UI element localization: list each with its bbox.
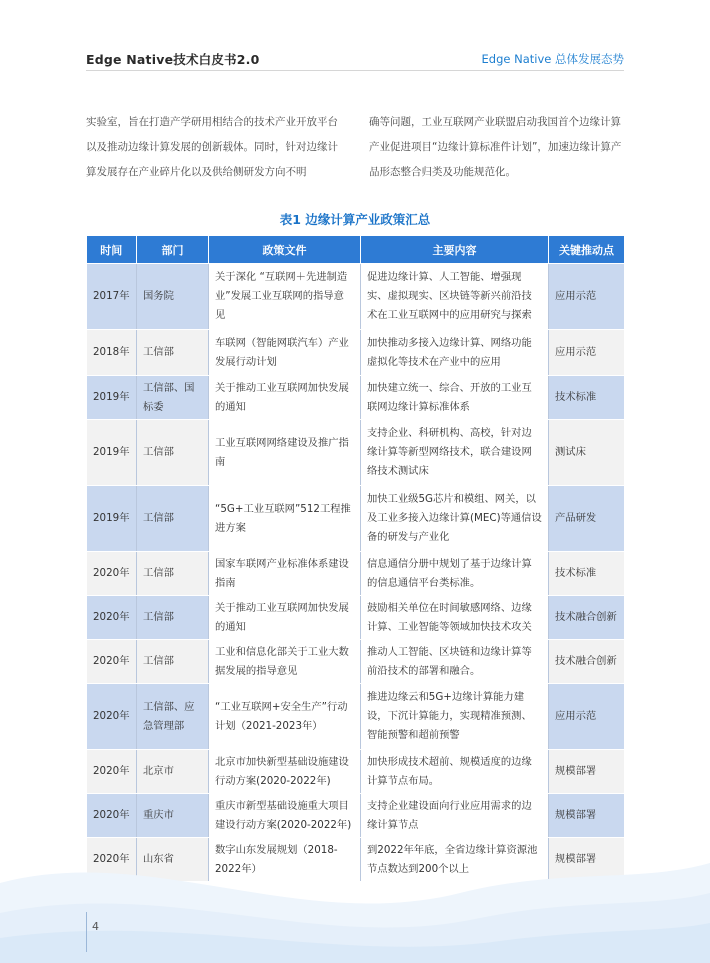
cell-department: 北京市 (137, 750, 209, 794)
cell-key-driver: 技术融合创新 (549, 596, 625, 640)
page-number-bar (86, 912, 87, 952)
cell-policy-document: 重庆市新型基础设施重大项目建设行动方案(2020-2022年) (209, 794, 361, 838)
table-header-row (87, 236, 625, 264)
cell-key-driver: 应用示范 (549, 330, 625, 376)
page-number: 4 (92, 920, 99, 933)
cell-year: 2020年 (87, 640, 137, 684)
cell-year: 2020年 (87, 750, 137, 794)
cell-key-driver: 产品研发 (549, 486, 625, 552)
header-main-content: 主要内容 (361, 236, 549, 264)
cell-main-content: 支持企业建设面向行业应用需求的边缘计算节点 (361, 794, 549, 838)
cell-main-content: 加快建立统一、综合、开放的工业互联网边缘计算标准体系 (361, 376, 549, 420)
table-row (87, 640, 625, 684)
cell-year: 2020年 (87, 794, 137, 838)
cell-department: 工信部、应急管理部 (137, 684, 209, 750)
cell-key-driver: 规模部署 (549, 838, 625, 882)
table-row (87, 684, 625, 750)
body-text-right: 确等问题，工业互联网产业联盟启动我国首个边缘计算产业促进项目“边缘计算标准件计划”，加速边缘计算产品形态整合归类及功能规范化。 (369, 116, 622, 178)
cell-department: 国务院 (137, 264, 209, 330)
cell-main-content: 推动人工智能、区块链和边缘计算等前沿技术的部署和融合。 (361, 640, 549, 684)
cell-key-driver: 应用示范 (549, 264, 625, 330)
cell-department: 工信部 (137, 552, 209, 596)
header-department: 部门 (137, 236, 209, 264)
cell-department: 工信部 (137, 420, 209, 486)
cell-department: 工信部、国标委 (137, 376, 209, 420)
header-time: 时间 (87, 236, 137, 264)
cell-year: 2019年 (87, 420, 137, 486)
cell-policy-document: 关于深化 “互联网＋先进制造业”发展工业互联网的指导意见 (209, 264, 361, 330)
cell-main-content: 加快工业级5G芯片和模组、网关，以及工业多接入边缘计算(MEC)等通信设备的研发与产业化 (361, 486, 549, 552)
cell-policy-document: 北京市加快新型基础设施建设行动方案(2020-2022年) (209, 750, 361, 794)
cell-department: 重庆市 (137, 794, 209, 838)
cell-year: 2019年 (87, 486, 137, 552)
cell-key-driver: 技术标准 (549, 552, 625, 596)
cell-policy-document: “5G+工业互联网”512工程推进方案 (209, 486, 361, 552)
header-key-driver: 关键推动点 (549, 236, 625, 264)
cell-key-driver: 规模部署 (549, 750, 625, 794)
cell-main-content: 支持企业、科研机构、高校，针对边缘计算等新型网络技术，联合建设网络技术测试床 (361, 420, 549, 486)
cell-key-driver: 技术融合创新 (549, 640, 625, 684)
policy-table (86, 236, 625, 882)
cell-year: 2020年 (87, 684, 137, 750)
cell-key-driver: 技术标准 (549, 376, 625, 420)
table-row (87, 596, 625, 640)
cell-policy-document: 关于推动工业互联网加快发展的通知 (209, 596, 361, 640)
header-policy-document: 政策文件 (209, 236, 361, 264)
cell-year: 2019年 (87, 376, 137, 420)
document-title: Edge Native技术白皮书2.0 (86, 52, 260, 67)
cell-policy-document: 关于推动工业互联网加快发展的通知 (209, 376, 361, 420)
table-row (87, 420, 625, 486)
cell-main-content: 信息通信分册中规划了基于边缘计算的信息通信平台类标准。 (361, 552, 549, 596)
cell-department: 工信部 (137, 330, 209, 376)
cell-key-driver: 应用示范 (549, 684, 625, 750)
table-row (87, 750, 625, 794)
cell-key-driver: 测试床 (549, 420, 625, 486)
cell-policy-document: 车联网（智能网联汽车）产业发展行动计划 (209, 330, 361, 376)
cell-policy-document: 国家车联网产业标准体系建设指南 (209, 552, 361, 596)
cell-year: 2020年 (87, 552, 137, 596)
table-row (87, 486, 625, 552)
cell-main-content: 鼓励相关单位在时间敏感网络、边缘计算、工业智能等领域加快技术攻关 (361, 596, 549, 640)
table-row (87, 264, 625, 330)
decorative-wave-background (0, 823, 710, 963)
body-text-left: 实验室，旨在打造产学研用相结合的技术产业开放平台以及推动边缘计算发展的创新载体。同时，针对边缘计算发展存在产业碎片化以及供给侧研发方向不明 (86, 116, 338, 178)
cell-department: 工信部 (137, 486, 209, 552)
cell-policy-document: 工业互联网网络建设及推广指南 (209, 420, 361, 486)
cell-main-content: 到2022年年底，全省边缘计算资源池节点数达到200个以上 (361, 838, 549, 882)
cell-policy-document: 数字山东发展规划（2018-2022年） (209, 838, 361, 882)
cell-policy-document: 工业和信息化部关于工业大数据发展的指导意见 (209, 640, 361, 684)
cell-year: 2018年 (87, 330, 137, 376)
cell-policy-document: “工业互联网+安全生产”行动计划（2021-2023年） (209, 684, 361, 750)
cell-key-driver: 规模部署 (549, 794, 625, 838)
cell-year: 2020年 (87, 838, 137, 882)
table-row (87, 552, 625, 596)
cell-main-content: 促进边缘计算、人工智能、增强现实、虚拟现实、区块链等新兴前沿技术在工业互联网中的应用研究与探索 (361, 264, 549, 330)
table-caption: 表1 边缘计算产业政策汇总 (279, 212, 431, 227)
cell-department: 山东省 (137, 838, 209, 882)
table-row (87, 330, 625, 376)
cell-year: 2017年 (87, 264, 137, 330)
cell-main-content: 加快形成技术超前、规模适度的边缘计算节点布局。 (361, 750, 549, 794)
cell-main-content: 加快推动多接入边缘计算、网络功能虚拟化等技术在产业中的应用 (361, 330, 549, 376)
section-title: Edge Native 总体发展态势 (481, 52, 624, 66)
cell-main-content: 推进边缘云和5G+边缘计算能力建设，下沉计算能力，实现精准预测、智能预警和超前预警 (361, 684, 549, 750)
cell-year: 2020年 (87, 596, 137, 640)
cell-department: 工信部 (137, 596, 209, 640)
table-row (87, 376, 625, 420)
cell-department: 工信部 (137, 640, 209, 684)
header-divider (86, 70, 624, 71)
